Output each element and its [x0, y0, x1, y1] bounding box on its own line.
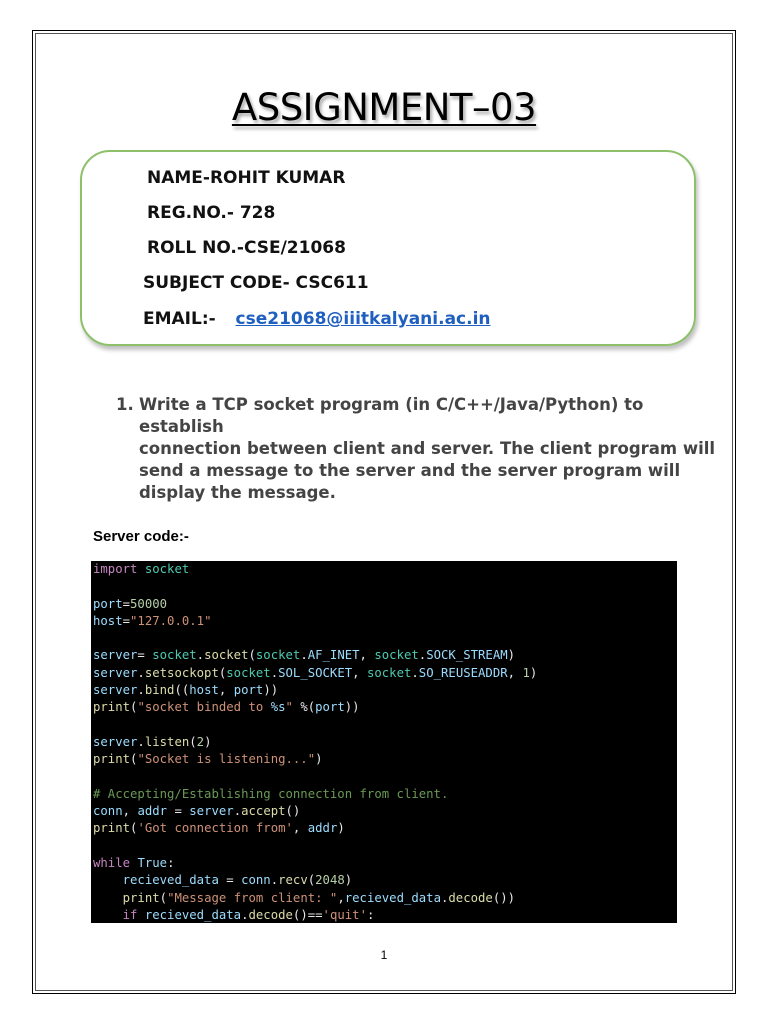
email-link[interactable]: cse21068@iiitkalyani.ac.in: [235, 309, 491, 329]
code-line: [93, 751, 677, 768]
code-token: ,: [337, 890, 345, 905]
code-line: [93, 786, 677, 803]
code-token: setsockopt: [144, 665, 219, 680]
code-token: "socket binded to: [137, 700, 271, 715]
code-token: .: [270, 873, 279, 888]
code-token: SOCK_STREAM: [426, 648, 508, 663]
code-line: [93, 665, 677, 682]
code-token: ,: [292, 821, 308, 836]
code-token: "127.0.0.1": [130, 613, 212, 628]
code-line: [93, 734, 677, 751]
code-token: )): [344, 700, 360, 715]
question-line: display the message.: [139, 483, 336, 502]
code-token: ): [507, 648, 516, 663]
code-token: .: [270, 665, 279, 680]
code-token: 2048: [315, 873, 345, 888]
code-token: server: [93, 683, 138, 698]
code-token: "Socket is listening...": [137, 752, 316, 767]
code-token: ,: [507, 665, 523, 680]
code-token: while: [93, 856, 131, 871]
code-line: [93, 647, 677, 664]
code-line: [93, 578, 677, 595]
code-token: AF_INET: [307, 648, 360, 663]
code-token: .: [233, 804, 242, 819]
code-token: =: [218, 873, 242, 888]
code-token: [137, 562, 144, 576]
code-token: True: [137, 856, 168, 871]
email-label: EMAIL:-: [143, 309, 216, 329]
question-line: connection between client and server. The client program will: [139, 439, 716, 458]
code-token: ): [529, 665, 538, 680]
code-token: host: [93, 613, 123, 628]
code-line: [93, 630, 677, 647]
code-line: [93, 890, 677, 907]
code-token: (: [218, 665, 227, 680]
server-code-heading: Server code:-: [93, 528, 189, 545]
code-line: [93, 820, 677, 837]
code-token: decode: [248, 907, 293, 922]
code-token: [93, 873, 123, 887]
code-token: ,: [359, 648, 375, 663]
student-name: NAME-ROHIT KUMAR: [147, 168, 346, 188]
code-token: ,: [122, 804, 138, 819]
code-token: server: [93, 734, 138, 749]
code-line: [93, 855, 677, 872]
code-token: (: [248, 648, 256, 663]
code-token: ): [315, 752, 323, 767]
code-token: ): [337, 821, 345, 836]
code-line: [93, 613, 677, 630]
code-token: socket: [152, 648, 197, 663]
code-token: "Message from client: ": [167, 890, 338, 905]
email-row: [143, 309, 491, 329]
code-token: (: [130, 752, 138, 767]
code-token: socket: [255, 648, 301, 663]
code-token: [93, 891, 123, 905]
code-token: ,: [352, 665, 367, 680]
code-token: host: [189, 683, 219, 698]
code-token: (: [307, 873, 316, 888]
code-token: %(: [292, 700, 316, 715]
code-token: port: [315, 700, 345, 715]
code-token: =: [122, 613, 131, 628]
code-token: print: [93, 821, 131, 836]
code-token: ((: [174, 683, 190, 698]
code-token: )): [263, 683, 279, 698]
code-line: [93, 596, 677, 613]
code-token: port: [93, 596, 123, 611]
code-token: conn: [241, 873, 271, 888]
code-token: ): [204, 734, 212, 749]
code-token: ,: [218, 683, 234, 698]
code-token: 1: [522, 665, 530, 680]
code-token: 'quit': [322, 907, 367, 922]
code-token: =: [137, 648, 153, 663]
code-token: print: [122, 890, 160, 905]
code-line: [93, 872, 677, 889]
code-token: (): [285, 804, 301, 819]
code-token: .: [137, 665, 145, 680]
code-token: :: [366, 907, 375, 922]
code-token: socket: [144, 562, 190, 576]
code-token: =: [167, 804, 190, 819]
subject-code: SUBJECT CODE- CSC611: [143, 273, 369, 293]
code-token: %s: [270, 700, 286, 715]
code-token: .: [418, 648, 427, 663]
code-token: socket: [204, 648, 249, 663]
code-token: .: [137, 734, 145, 749]
roll-number: ROLL NO.-CSE/21068: [147, 238, 346, 258]
code-line: [93, 717, 677, 734]
code-token: socket: [226, 665, 271, 680]
page-number: 1: [380, 948, 388, 962]
code-token: .: [137, 683, 145, 698]
code-token: port: [233, 683, 264, 698]
code-token: socket: [374, 648, 419, 663]
code-token: SOL_SOCKET: [278, 665, 353, 680]
code-token: addr: [137, 804, 168, 819]
code-token: [93, 908, 123, 922]
code-token: listen: [144, 734, 190, 749]
code-line: [93, 769, 677, 786]
code-token: socket: [366, 665, 412, 680]
question-number: 1.: [116, 395, 134, 414]
code-token: :: [167, 856, 175, 871]
code-token: server: [189, 804, 234, 819]
code-token: .: [441, 890, 449, 905]
code-token: ": [285, 700, 293, 715]
question-line: send a message to the server and the server program will: [139, 461, 681, 480]
code-token: 'Got connection from': [137, 821, 293, 836]
code-token: import: [93, 562, 138, 576]
code-token: .: [300, 648, 308, 663]
code-token: conn: [93, 804, 123, 819]
question-line: establish: [139, 417, 224, 436]
code-token: print: [93, 700, 131, 715]
code-token: =: [122, 596, 131, 611]
code-token: [137, 908, 144, 922]
code-line: [93, 907, 677, 923]
code-token: if: [122, 907, 138, 922]
code-token: decode: [448, 890, 493, 905]
code-token: (: [130, 821, 138, 836]
code-token: # Accepting/Establishing connection from client.: [93, 786, 449, 801]
code-token: .: [196, 648, 205, 663]
code-line: [93, 803, 677, 820]
question-line: Write a TCP socket program (in C/C++/Java/Python) to: [139, 395, 644, 414]
code-line: [93, 699, 677, 716]
code-token: ()): [492, 890, 516, 905]
code-token: server: [93, 648, 138, 663]
code-line: [93, 682, 677, 699]
code-token: 50000: [130, 596, 168, 611]
code-token: .: [241, 907, 249, 922]
question-1: [116, 394, 716, 504]
code-token: ()==: [292, 907, 323, 922]
code-token: (: [159, 890, 168, 905]
code-token: accept: [241, 804, 286, 819]
code-token: print: [93, 752, 131, 767]
registration-number: REG.NO.- 728: [147, 203, 276, 223]
code-token: .: [411, 665, 419, 680]
code-token: addr: [307, 821, 338, 836]
code-token: recv: [278, 873, 308, 888]
code-token: SO_REUSEADDR: [418, 665, 508, 680]
code-token: ): [344, 873, 353, 888]
code-token: (: [130, 700, 138, 715]
code-token: 2: [196, 734, 205, 749]
code-token: recieved_data: [122, 873, 219, 888]
code-line: [93, 561, 677, 578]
code-token: recieved_data: [344, 890, 441, 905]
document-title: ASSIGNMENT–03: [231, 86, 537, 129]
code-token: server: [93, 665, 138, 680]
code-line: [93, 838, 677, 855]
code-token: (: [189, 734, 197, 749]
code-token: bind: [144, 683, 175, 698]
code-token: recieved_data: [144, 907, 242, 922]
server-code-block: [91, 561, 677, 923]
